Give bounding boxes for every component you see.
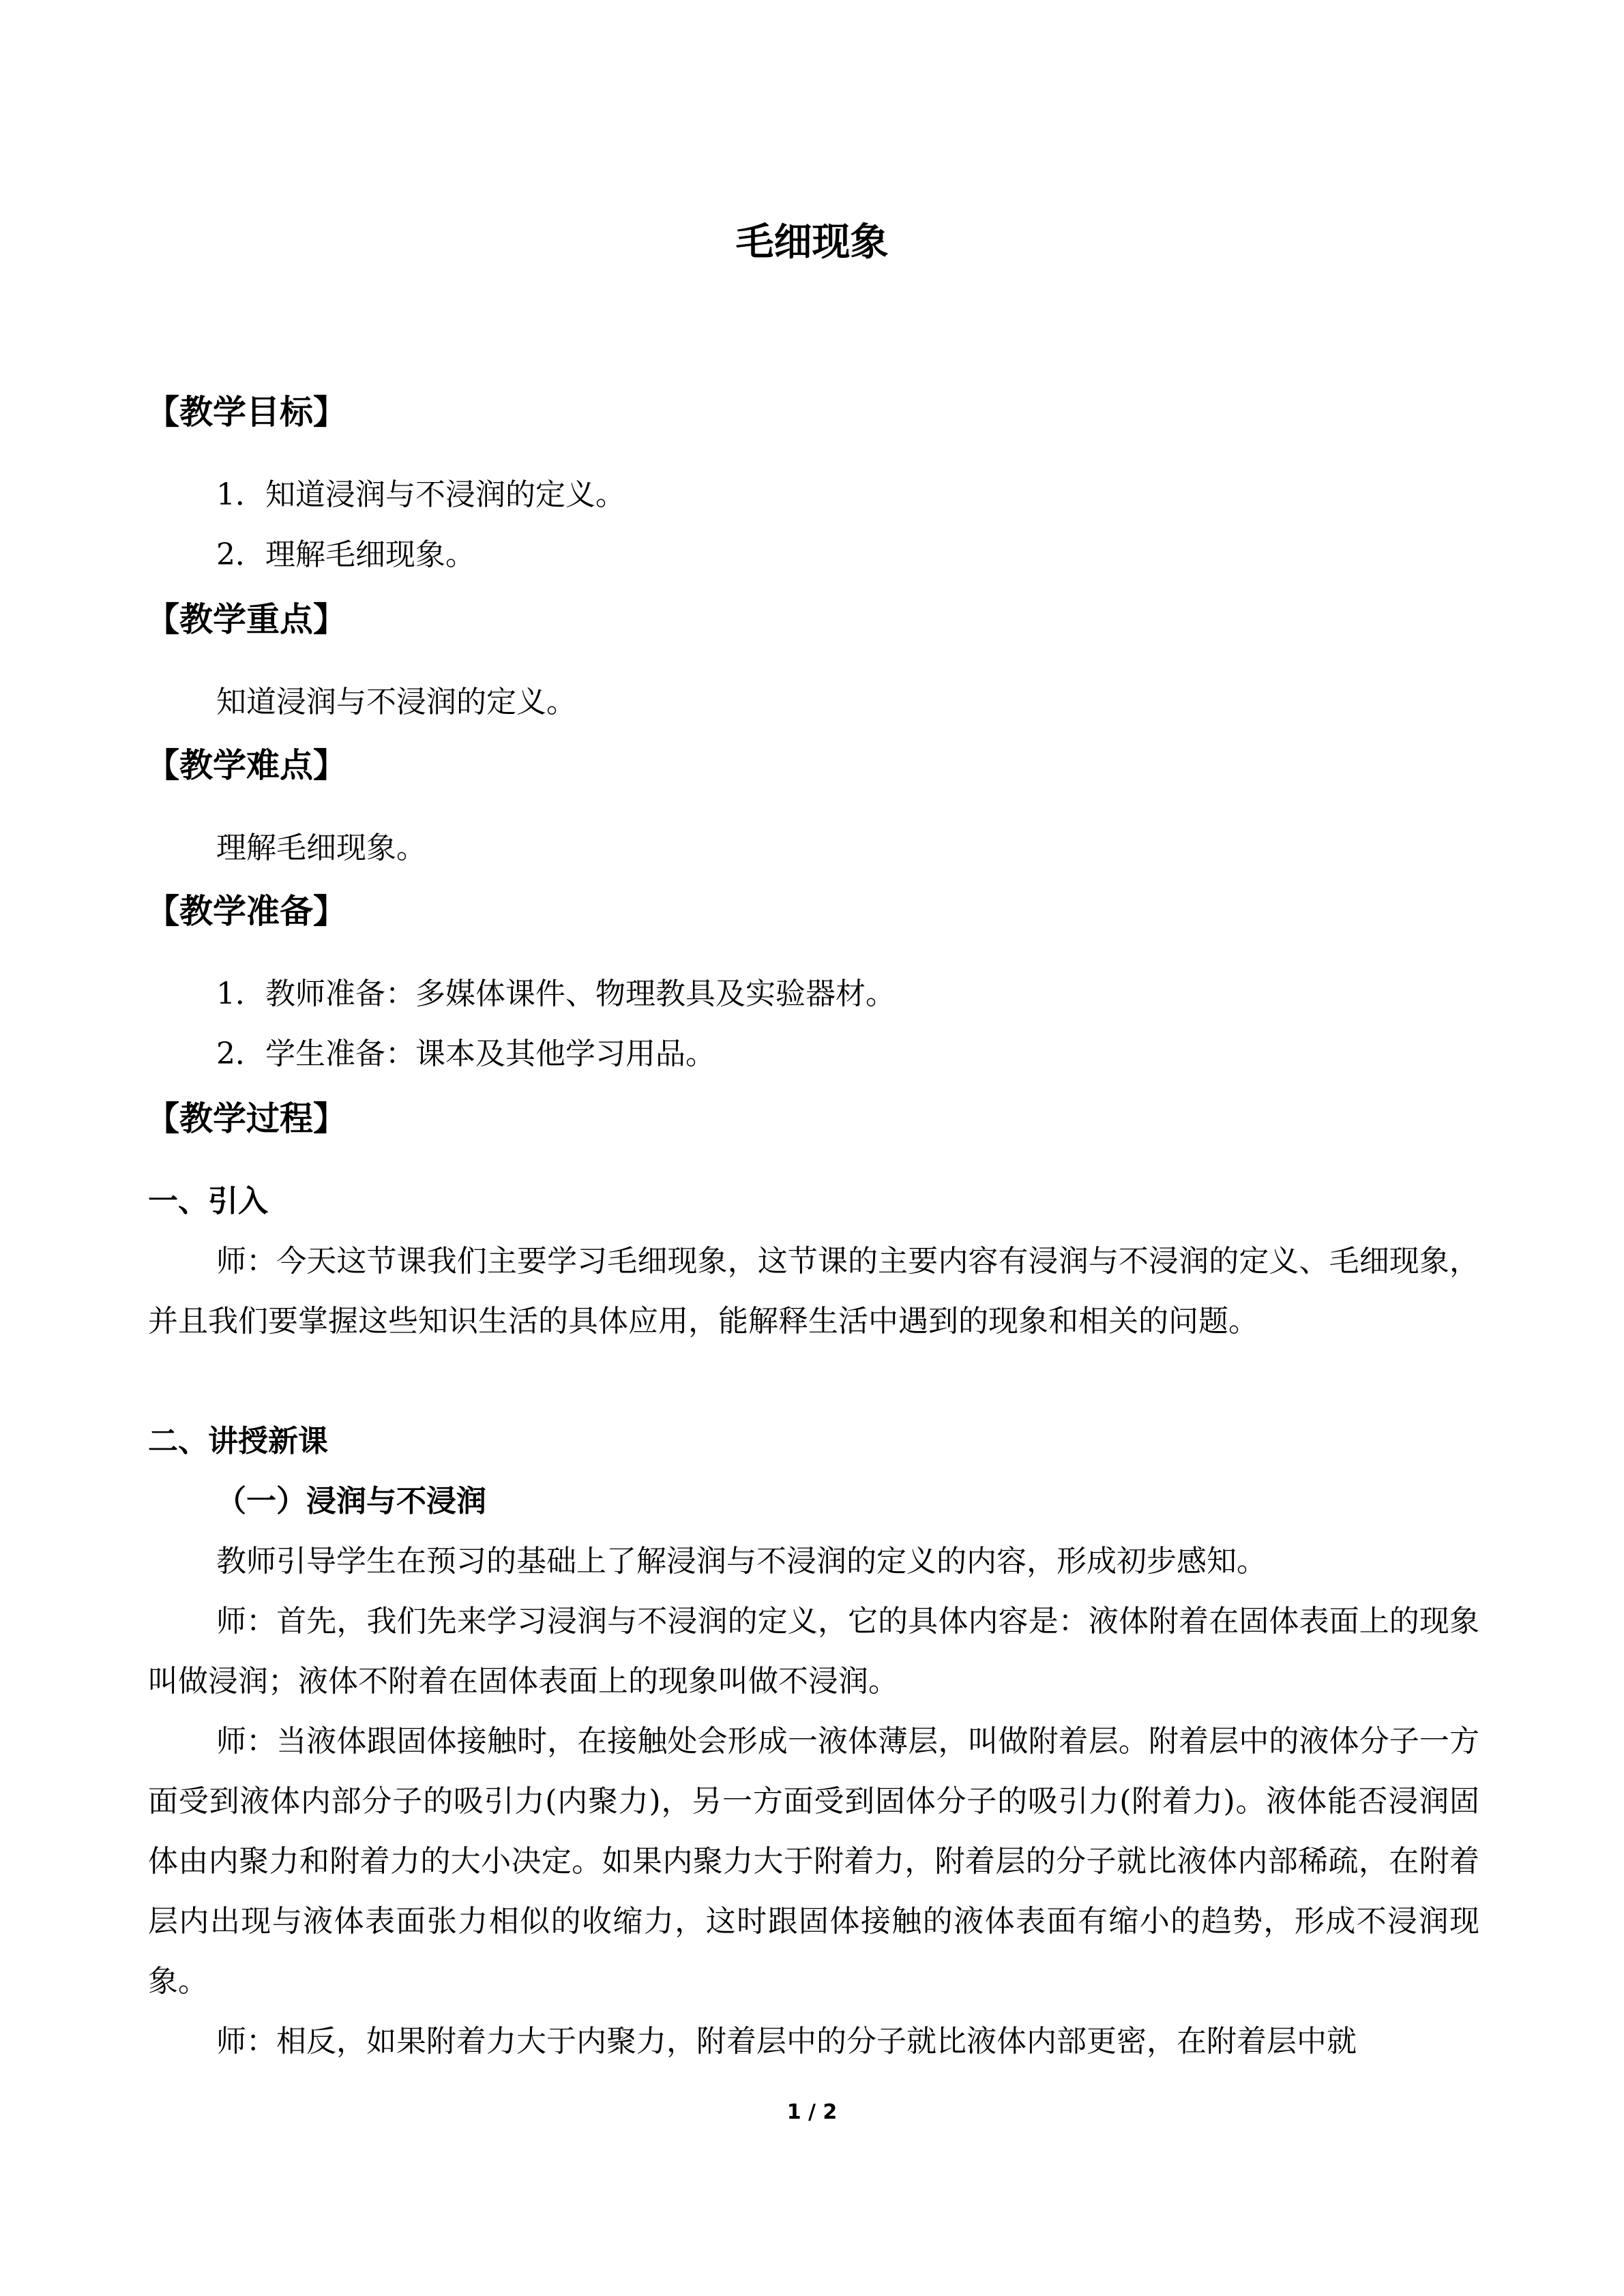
objective-item-1: 1．知道浸润与不浸润的定义。: [216, 477, 625, 512]
introduction-paragraph: 师：今天这节课我们主要学习毛细现象，这节课的主要内容有浸润与不浸润的定义、毛细现象，并且我们要掌握这些知识生活的具体应用，能解释生活中遇到的现象和相关的问题。: [148, 1244, 1479, 1339]
section-heading-process: 【教学过程】: [146, 1099, 347, 1138]
section-heading-preparation: 【教学准备】: [146, 892, 347, 931]
sub-heading-wetting: （一）浸润与不浸润: [216, 1484, 486, 1519]
page-title: 毛细现象: [735, 220, 889, 265]
page-number: 1 / 2: [786, 2100, 838, 2124]
objective-item-2: 2．理解毛细现象。: [216, 537, 475, 572]
key-points-text: 知道浸润与不浸润的定义。: [216, 685, 576, 719]
preparation-item-2: 2．学生准备：课本及其他学习用品。: [216, 1037, 715, 1071]
section-heading-difficulties: 【教学难点】: [146, 746, 347, 785]
difficulties-text: 理解毛细现象。: [216, 831, 426, 865]
lesson-paragraph-4: 师：相反，如果附着力大于内聚力，附着层中的分子就比液体内部更密，在附着层中就: [216, 2024, 1357, 2059]
part-heading-introduction: 一、引入: [148, 1184, 268, 1219]
lesson-paragraph-3: 师：当液体跟固体接触时，在接触处会形成一液体薄层，叫做附着层。附着层中的液体分子一方面受到液体内部分子的吸引力(内聚力)，另一方面受到固体分子的吸引力(附着力)。液体能否浸润固体由内聚力和附着力的大小决定。如果内聚力大于附着力，附着层的分子就比液体内部稀疏，在附着层内出现与液体表面张力相似的收缩力，这时跟固体接触的液体表面有缩小的趋势，形成不浸润现象。: [148, 1724, 1479, 1999]
lesson-paragraph-2: 师：首先，我们先来学习浸润与不浸润的定义，它的具体内容是：液体附着在固体表面上的现象叫做浸润；液体不附着在固体表面上的现象叫做不浸润。: [148, 1604, 1479, 1699]
section-heading-key-points: 【教学重点】: [146, 600, 347, 639]
preparation-item-1: 1．教师准备：多媒体课件、物理教具及实验器材。: [216, 976, 896, 1011]
part-heading-new-lesson: 二、讲授新课: [148, 1424, 328, 1459]
section-heading-objectives: 【教学目标】: [146, 393, 347, 432]
lesson-paragraph-1: 教师引导学生在预习的基础上了解浸润与不浸润的定义的内容，形成初步感知。: [216, 1544, 1267, 1579]
